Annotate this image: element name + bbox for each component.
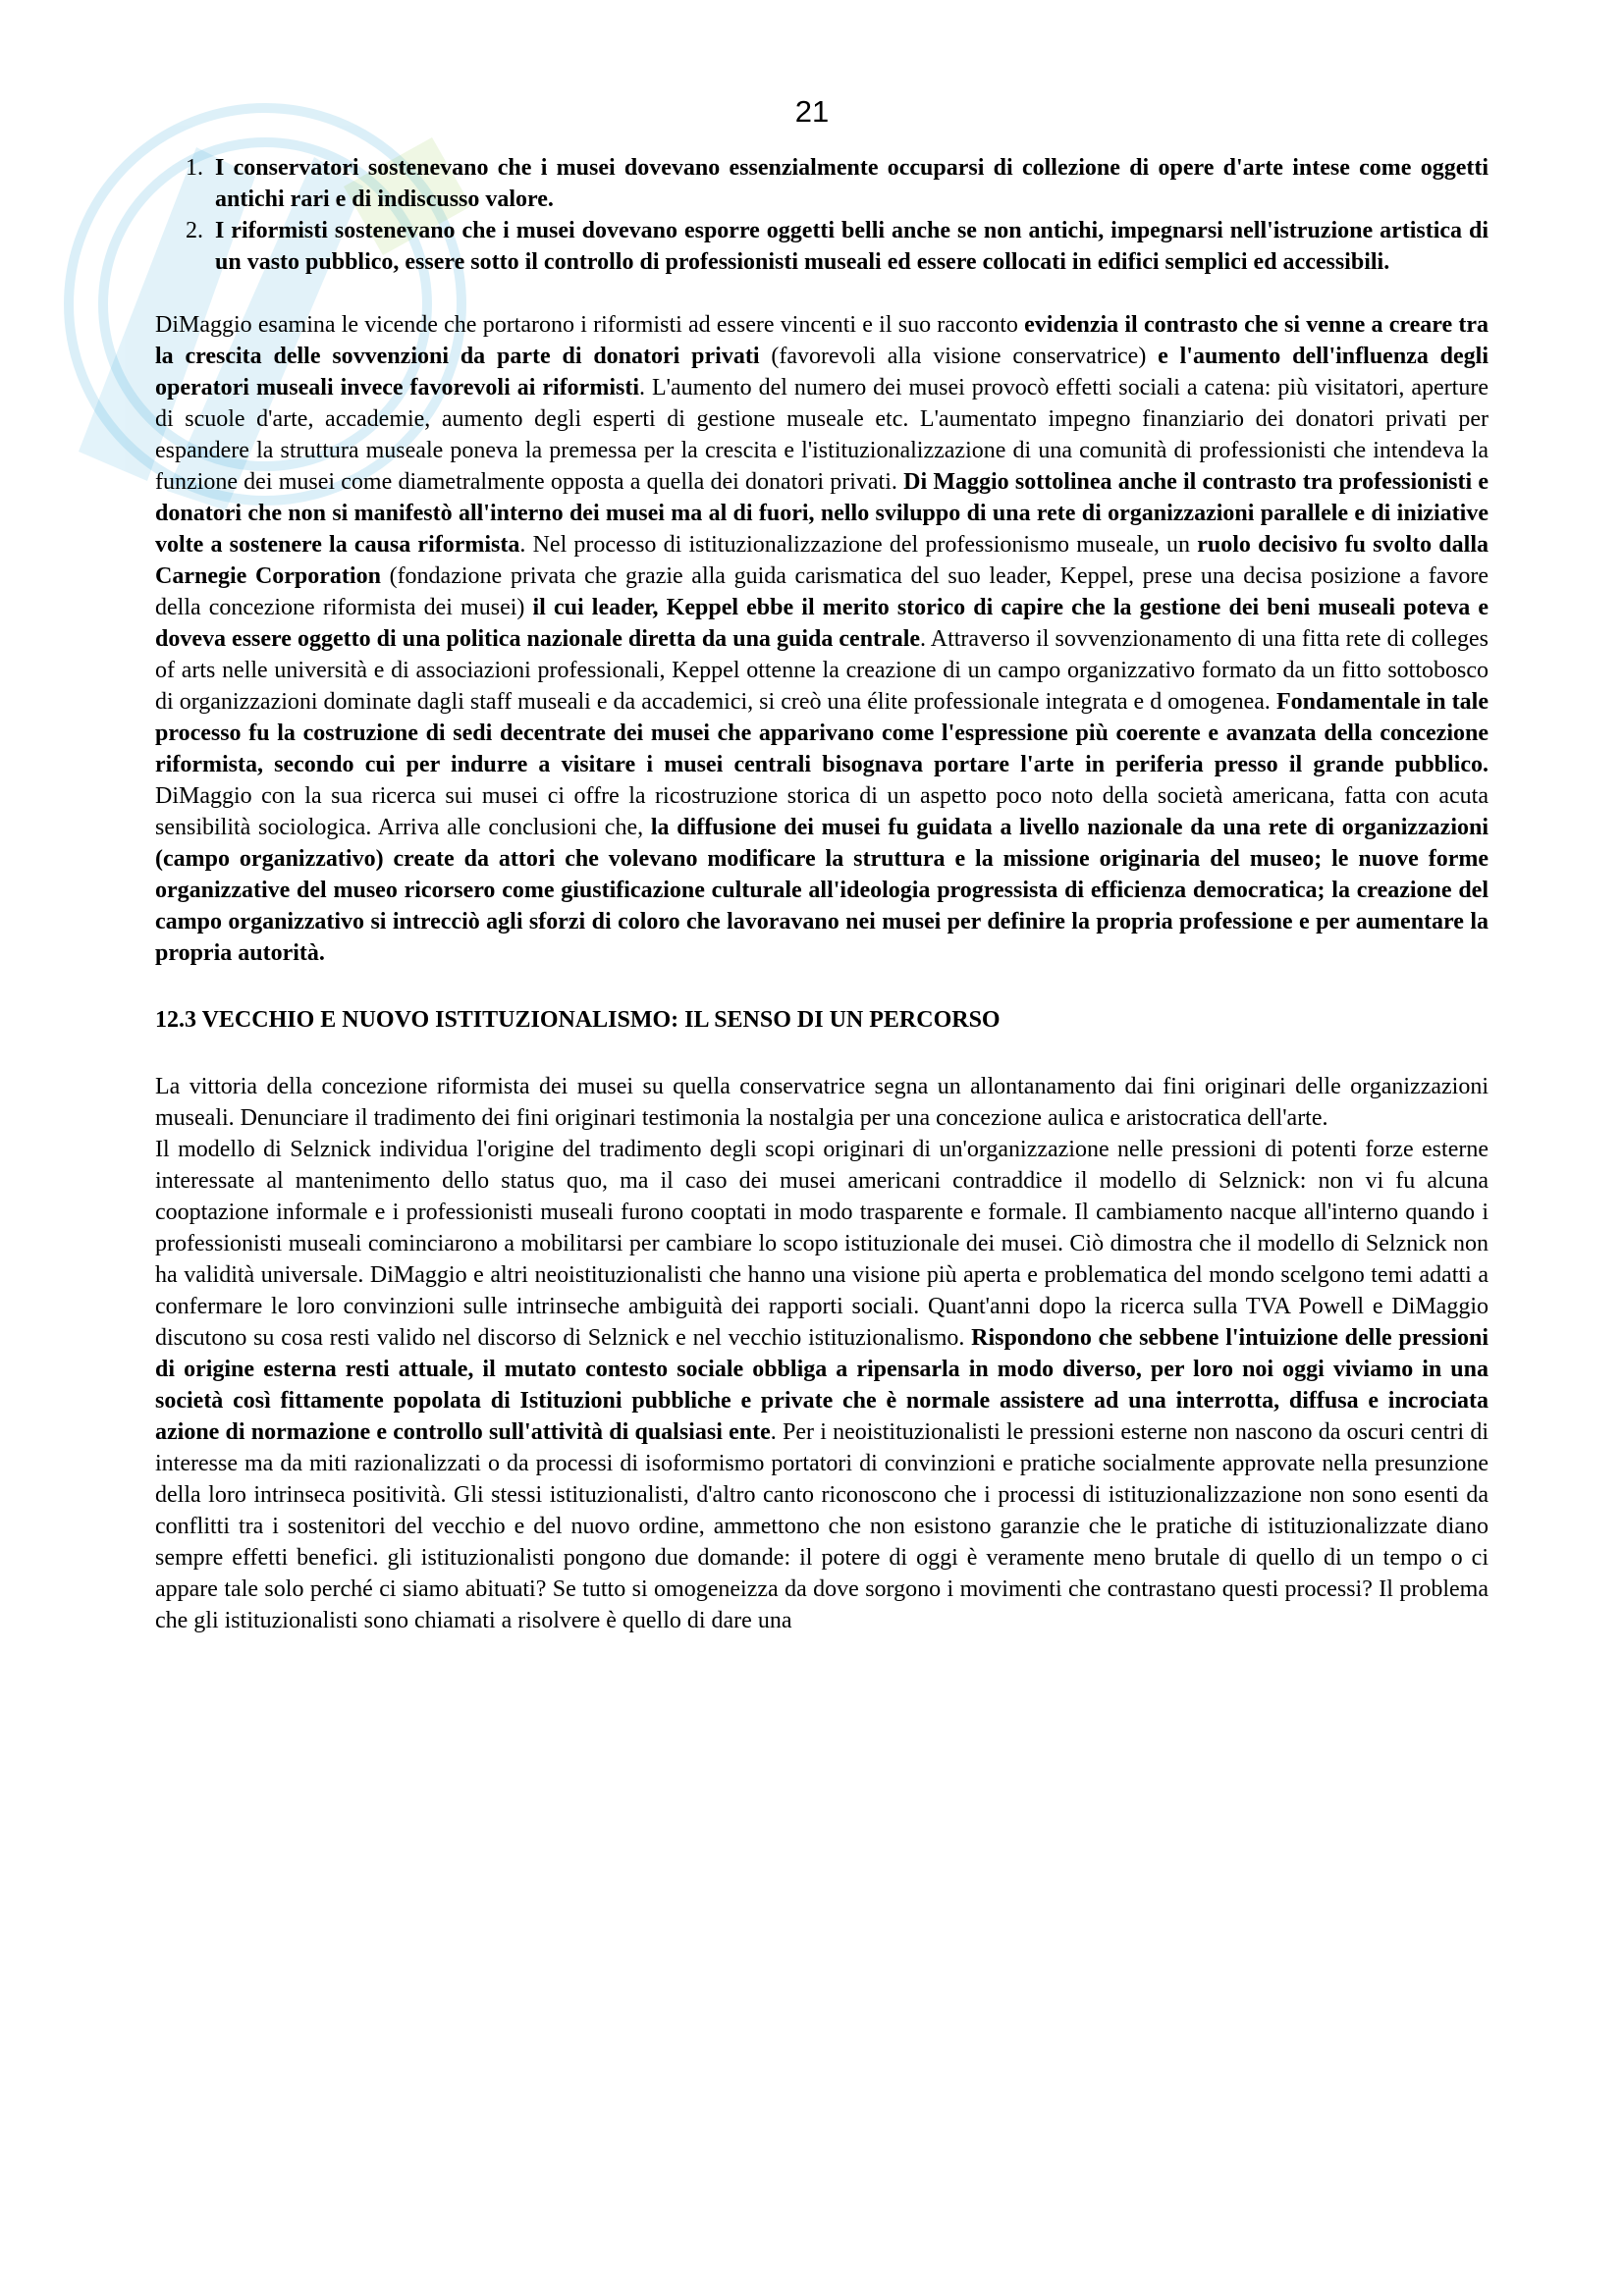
- text-run: . L'aumento del numero dei musei provocò effetti sociali a catena: più visitatori, aperture di scuole d'arte, accademie, aumento degli esperti di gestione museale etc. L'aumentato impegno finanziario dei donatori privati per espandere la struttura museale poneva la premessa per la crescita e l'istituzionalizzazione di una comunità di professionisti che intendeva la funzione dei musei come diametralmente opposta a quella dei donatori privati.: [155, 375, 1489, 495]
- bold-run: e l'aumento dell'influenza degli operatori museali invece favorevoli ai riformisti: [155, 344, 1489, 400]
- text-run: . Per i neoistituzionalisti le pressioni esterne non nascono da oscuri centri di interesse ma da miti razionalizzati o da processi di isoformismo portatori di convinzioni e pratiche socialmente approvate nella presunzione della loro intrinseca positività. Gli stessi istituzionalisti, d'altro canto riconoscono che i processi di istituzionalizzazione non sono esenti da conflitti tra i sostenitori del vecchio e del nuovo ordine, ammettono che non esistono garanzie che le pratiche di istituzionalizzate diano sempre effetti benefici. gli istituzionalisti pongono due domande: il potere di oggi è veramente meno brutale di quello di un tempo o ci appare tale solo perché ci siamo abituati? Se tutto si omogeneizza da dove sorgono i movimenti che contrastano questi processi? Il problema che gli istituzionalisti sono chiamati a risolvere è quello di dare una: [155, 1419, 1489, 1633]
- page-content: [155, 152, 1489, 1636]
- paragraph-dimaggio: [155, 309, 1489, 969]
- text-run: (favorevoli alla visione conservatrice): [759, 344, 1159, 369]
- text-run: . Attraverso il sovvenzionamento di una fitta rete di colleges of arts nelle università e di associazioni professionali, Keppel ottenne la creazione di un campo organizzativo formato da un fitto sottobosco di organizzazioni dominate dagli staff museali e da accademici, si creò una élite professionale integrata e d omogenea.: [155, 626, 1489, 715]
- bold-run: Di Maggio sottolinea anche il contrasto tra professionisti e donatori che non si manifestò all'interno dei musei ma al di fuori, nello sviluppo di una rete di organizzazioni parallele e di iniziative volte a sostenere la causa riformista: [155, 469, 1489, 558]
- section-heading: 12.3 VECCHIO E NUOVO ISTITUZIONALISMO: IL SENSO DI UN PERCORSO: [155, 1007, 1001, 1033]
- text-run: . Nel processo di istituzionalizzazione del professionismo museale, un: [519, 532, 1198, 558]
- text-run: DiMaggio esamina le vicende che portarono i riformisti ad essere vincenti e il suo racconto: [155, 312, 1025, 338]
- text-run: DiMaggio con la sua ricerca sui musei ci offre la ricostruzione storica di un aspetto poco noto della società americana, fatta con acuta sensibilità sociologica. Arriva alle conclusioni che,: [155, 783, 1489, 840]
- text-run: Il modello di Selznick individua l'origine del tradimento degli scopi originari di un'organizzazione nelle pressioni di potenti forze esterne interessate al mantenimento dello status quo, ma il caso dei musei americani contraddice il modello di Selznick: non vi fu alcuna cooptazione informale e i professionisti museali furono cooptati in modo trasparente e formale. Il cambiamento nacque all'interno quando i professionisti museali cominciarono a mobilitarsi per cambiare lo scopo istituzionale dei musei. Ciò dimostra che il modello di Selznick non ha validità universale. DiMaggio e altri neoistituzionalisti che hanno una visione più aperta e problematica del mondo scelgono temi adatti a confermare le loro convinzioni sulle intrinseche ambiguità dei rapporti sociali. Quant'anni dopo la ricerca sulla TVA Powell e DiMaggio discutono su cosa resti valido nel discorso di Selznick e nel vecchio istituzionalismo.: [155, 1137, 1489, 1351]
- text-run: (fondazione privata che grazie alla guida carismatica del suo leader, Keppel, prese una decisa posizione a favore della concezione riformista dei musei): [155, 563, 1489, 620]
- bold-run: la diffusione dei musei fu guidata a livello nazionale da una rete di organizzazioni (campo organizzativo) create da attori che volevano modificare la struttura e la missione originaria del museo; le nuove forme organizzative del museo ricorsero come giustificazione culturale all'ideologia progressista di efficienza democratica; la creazione del campo organizzativo si intrecciò agli sforzi di coloro che lavoravano nei musei per definire la propria professione e per aumentare la propria autorità.: [155, 815, 1489, 966]
- bold-run: Fondamentale in tale processo fu la costruzione di sedi decentrate dei musei che apparivano come l'espressione più coerente e avanzata della concezione riformista, secondo cui per indurre a visitare i musei centrali bisognava portare l'arte in periferia presso il grande pubblico.: [155, 689, 1489, 777]
- paragraph-vittoria: La vittoria della concezione riformista dei musei su quella conservatrice segna un allontanamento dai fini originari delle organizzazioni museali. Denunciare il tradimento dei fini originari testimonia la nostalgia per una concezione aulica e aristocratica dell'arte.: [155, 1074, 1489, 1131]
- list-item: 2. I riformisti sostenevano che i musei dovevano esporre oggetti belli anche se non antichi, impegnarsi nell'istruzione artistica di un vasto pubblico, essere sotto il controllo di professionisti museali ed essere collocati in edifici semplici ed accessibili.: [209, 215, 1489, 278]
- paragraph-selznick: [155, 1134, 1489, 1636]
- list-item: 1. I conservatori sostenevano che i musei dovevano essenzialmente occuparsi di collezione di opere d'arte intese come oggetti antichi rari e di indiscusso valore.: [209, 152, 1489, 215]
- numbered-list: [155, 152, 1489, 278]
- bold-run: il cui leader, Keppel ebbe il merito storico di capire che la gestione dei beni museali poteva e doveva essere oggetto di una politica nazionale diretta da una guida centrale: [155, 595, 1489, 652]
- bold-run: ruolo decisivo fu svolto dalla Carnegie Corporation: [155, 532, 1489, 589]
- page-number: 21: [794, 94, 830, 129]
- bold-run: Rispondono che sebbene l'intuizione delle pressioni di origine esterna resti attuale, il mutato contesto sociale obbliga a ripensarla in modo diverso, per loro noi oggi viviamo in una società così fittamente popolata di Istituzioni pubbliche e private che è normale assistere ad una interrotta, diffusa e incrociata azione di normazione e controllo sull'attività di qualsiasi ente: [155, 1325, 1489, 1445]
- bold-run: evidenzia il contrasto che si venne a creare tra la crescita delle sovvenzioni da parte di donatori privati: [155, 312, 1489, 369]
